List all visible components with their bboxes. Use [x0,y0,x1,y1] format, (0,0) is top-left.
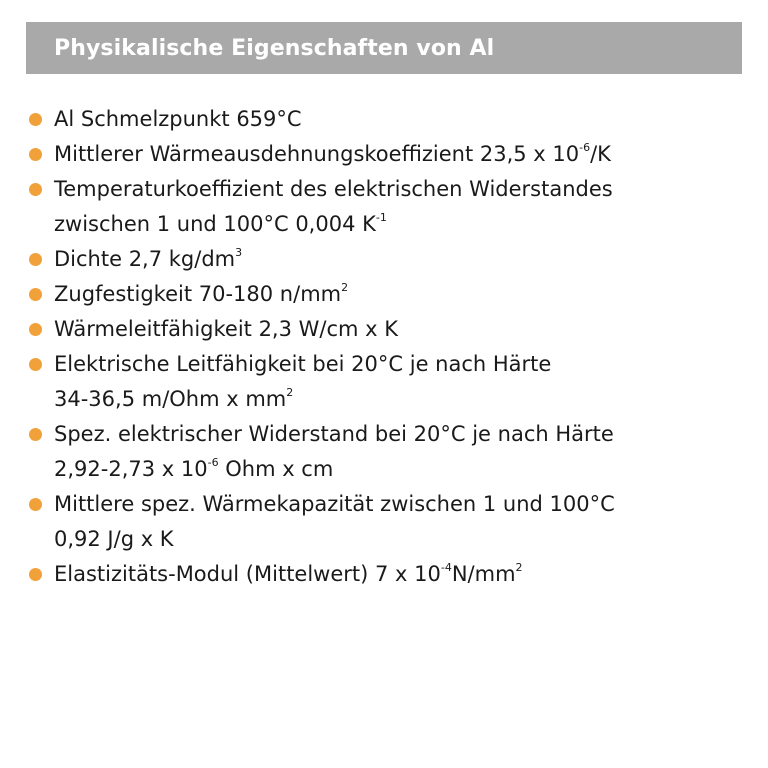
bullet-dot-icon [29,253,42,266]
item-text: Mittlerer Wärmeausdehnungskoeffizient 23,5 x $10^{-6}/K$ [54,141,611,166]
exponent: -6 [579,141,591,154]
item-text-continued: zwischen 1 und 100°C 0,004 $K^{-1}$ [54,211,387,236]
exponent: 2 [286,386,294,399]
bullet-dot-icon [29,498,42,511]
exponent: 3 [235,246,243,259]
bullet-dot-icon [29,148,42,161]
bullet-dot-icon [29,428,42,441]
item-text: Spez. elektrischer Widerstand bei 20°C je nach Härte [54,422,614,446]
bullet-dot-icon [29,113,42,126]
item-text: Elektrische Leitfähigkeit bei 20°C je nach Härte [54,352,552,376]
list-item-heat-capacity [26,487,742,557]
list-item-melting-point [26,102,742,137]
exponent: -6 [207,456,219,469]
property-list [26,102,742,592]
bullet-dot-icon [29,568,42,581]
item-text: Elastizitäts-Modul (Mittelwert) 7 x $10^{-4}N/mm^2$ [54,561,523,586]
exponent: 2 [515,561,523,574]
exponent: -4 [440,561,452,574]
bullet-dot-icon [29,183,42,196]
item-text: Al Schmelzpunkt 659°C [54,107,302,131]
exponent: -1 [375,211,387,224]
list-item-elastic-modulus [26,557,742,592]
item-text-continued: 0,92 J/g x K [54,527,174,551]
item-text-continued: 34-36,5 m/Ohm x $mm^2$ [54,386,294,411]
list-item-temperature-coefficient [26,172,742,242]
list-item-electrical-resistance [26,417,742,487]
item-text: Wärmeleitfähigkeit 2,3 W/cm x K [54,317,399,341]
bullet-dot-icon [29,358,42,371]
list-item-electrical-conductivity [26,347,742,417]
list-item-density [26,242,742,277]
item-text: Dichte 2,7 $kg/dm^3$ [54,246,243,271]
bullet-dot-icon [29,323,42,336]
list-item-thermal-expansion [26,137,742,172]
item-text: Mittlere spez. Wärmekapazität zwischen 1 und 100°C [54,492,615,516]
list-item-thermal-conductivity [26,312,742,347]
page-title: Physikalische Eigenschaften von Al [54,35,495,61]
list-item-tensile-strength [26,277,742,312]
bullet-dot-icon [29,288,42,301]
item-text: Zugfestigkeit 70-180 $n/mm^2$ [54,281,349,306]
exponent: 2 [341,281,349,294]
item-text: Temperaturkoeffizient des elektrischen Widerstandes [54,177,613,201]
item-text-continued: 2,92-2,73 x $10^{-6}$ Ohm x cm [54,456,334,481]
title-bar [26,22,742,74]
